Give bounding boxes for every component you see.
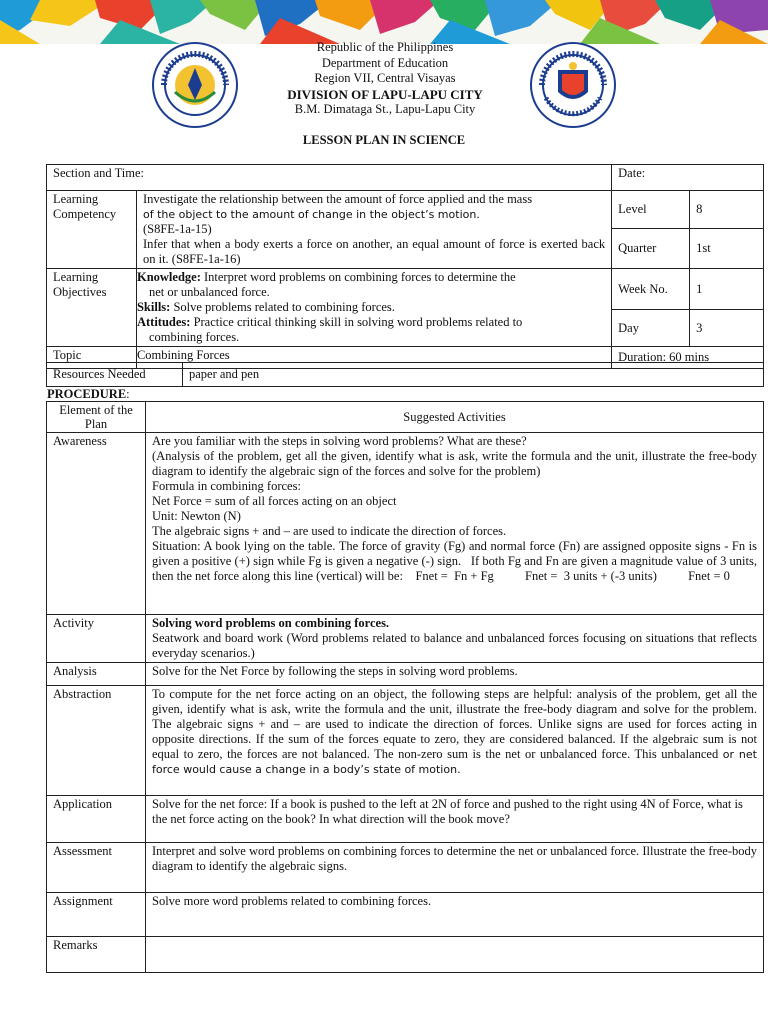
activities-header: Suggested Activities xyxy=(146,402,764,433)
knowledge-label: Knowledge: xyxy=(136,270,201,284)
awareness-content xyxy=(146,433,764,615)
section-time-label: Section and Time: xyxy=(53,166,144,180)
assignment-label: Assignment xyxy=(47,893,146,937)
application-label: Application xyxy=(47,796,146,843)
week-label: Week No. xyxy=(612,269,690,310)
procedure-table xyxy=(46,401,764,973)
duration-text: Duration: 60 mins xyxy=(612,347,764,369)
republic-line: Republic of the Philippines xyxy=(316,40,454,54)
document-title: LESSON PLAN IN SCIENCE xyxy=(302,133,466,147)
skills-label: Skills: xyxy=(136,300,171,314)
activity-content xyxy=(146,615,764,663)
assessment-text: Interpret and solve word problems on combining forces to determine the net or unbalanced force. Illustrate the free-body diagram to identify the algebraic signs. xyxy=(146,843,764,893)
activity-text: Seatwork and board work (Word problems related to balance and unbalanced forces focusing on situations that reflects everyday scenarios.) xyxy=(152,631,757,660)
address-line: B.M. Dimataga St., Lapu-Lapu City xyxy=(294,102,476,116)
activity-bold: Solving word problems on combining forces. xyxy=(152,616,390,630)
skills-text: Solve problems related to combining forces. xyxy=(170,300,395,314)
abstraction-text: To compute for the net force acting on an object, the following steps are helpful: analysis of the problem, get all the given, identify what is ask, write the formula and the unit, illustrate the free-body diagram and solve for the problem. The algebraic signs + and – are used to indicate the direction of forces. Unlike signs are used for forces acting in opposite directions. If the sum of the forces equate to zero, they are considered balanced. If the algebraic sum is not equal to zero, the forces are not balanced. The non-zero sum is the net or unbalanced force. This unbalanced xyxy=(152,687,757,761)
attitudes-label: Attitudes: xyxy=(136,315,191,329)
application-text: Solve for the net force: If a book is pushed to the left at 2N of force and pushed to the right using 4N of Force, what is the net force acting on the book? In what direction will the book move? xyxy=(146,796,764,843)
lc-line1: Investigate the relationship between the amount of force applied and the mass xyxy=(142,192,533,206)
topic-label: Topic xyxy=(47,347,137,369)
lc-line3: Infer that when a body exerts a force on another, an equal amount of force is exerted back on it. (S8FE-1a-16) xyxy=(142,237,606,266)
week-value: 1 xyxy=(690,269,764,310)
day-label: Day xyxy=(612,310,690,347)
awareness-signs: The algebraic signs + and – are used to indicate the direction of forces. xyxy=(152,524,507,538)
day-value: 3 xyxy=(690,310,764,347)
learning-objectives-label: Learning Objectives xyxy=(47,269,137,347)
resources-label: Resources Needed xyxy=(47,363,183,387)
learning-objectives-text xyxy=(136,269,611,347)
decorative-banner xyxy=(0,0,768,44)
element-header: Element of the Plan xyxy=(47,402,146,433)
section-time-cell xyxy=(47,165,612,191)
letterhead xyxy=(220,40,550,118)
quarter-value: 1st xyxy=(690,229,764,269)
knowledge-text: Interpret word problems on combining forces to determine the xyxy=(200,270,516,284)
abstraction-content xyxy=(146,686,764,796)
lesson-info-table xyxy=(46,164,764,369)
awareness-question: Are you familiar with the steps in solving word problems? What are these? xyxy=(152,434,527,448)
quarter-label: Quarter xyxy=(612,229,690,269)
analysis-label: Analysis xyxy=(47,663,146,686)
knowledge-text-2: net or unbalanced force. xyxy=(148,285,270,299)
division-line: DIVISION OF LAPU-LAPU CITY xyxy=(287,86,483,102)
procedure-label: PROCEDURE xyxy=(47,387,127,401)
date-cell xyxy=(612,165,764,191)
assignment-text: Solve more word problems related to combining forces. xyxy=(146,893,764,937)
lc-line2: of the object to the amount of change in the object’s motion. xyxy=(142,208,480,221)
lc-code: (S8FE-1a-15) xyxy=(142,222,212,236)
abstraction-tail: or net force would cause a change in a body’s state of motion. xyxy=(152,748,757,776)
department-line: Department of Education xyxy=(321,55,449,70)
assessment-label: Assessment xyxy=(47,843,146,893)
awareness-label: Awareness xyxy=(47,433,146,615)
awareness-formula-heading: Formula in combining forces: xyxy=(152,479,301,493)
awareness-unit: Unit: Newton (N) xyxy=(152,509,241,523)
awareness-formula: Net Force = sum of all forces acting on an object xyxy=(152,494,397,508)
remarks-label: Remarks xyxy=(47,937,146,973)
remarks-text xyxy=(146,937,764,973)
abstraction-label: Abstraction xyxy=(47,686,146,796)
analysis-text: Solve for the Net Force by following the steps in solving word problems. xyxy=(146,663,764,686)
awareness-situation: Situation: A book lying on the table. The force of gravity (Fg) and normal force (Fn) are assigned opposite signs - Fn is given a positive (+) sign while Fg is given a negative (-) sign. If both Fg and Fn are given a magnitude value of 3 units, then the net force along this line (vertical) will be: Fnet = Fn + Fg Fnet = 3 units + (-3 units) Fnet = 0 xyxy=(152,539,761,583)
level-label: Level xyxy=(612,191,690,229)
region-line: Region VII, Central Visayas xyxy=(314,71,456,85)
learning-competency-text xyxy=(136,191,611,269)
awareness-steps: (Analysis of the problem, get all the given, identify what is ask, write the formula and the unit, illustrate the free-body diagram to identify the algebraic sign of the forces and solve for the problem) xyxy=(152,449,757,478)
attitudes-text: Practice critical thinking skill in solving word problems related to xyxy=(190,315,523,329)
learning-competency-label: Learning Competency xyxy=(47,191,137,269)
attitudes-text-2: combining forces. xyxy=(148,330,240,344)
resources-table xyxy=(46,362,764,387)
resources-value: paper and pen xyxy=(183,363,764,387)
topic-value: Combining Forces xyxy=(136,347,611,369)
level-value: 8 xyxy=(690,191,764,229)
procedure-heading: PROCEDURE: xyxy=(47,387,130,401)
date-label: Date: xyxy=(618,166,646,180)
activity-label: Activity xyxy=(47,615,146,663)
